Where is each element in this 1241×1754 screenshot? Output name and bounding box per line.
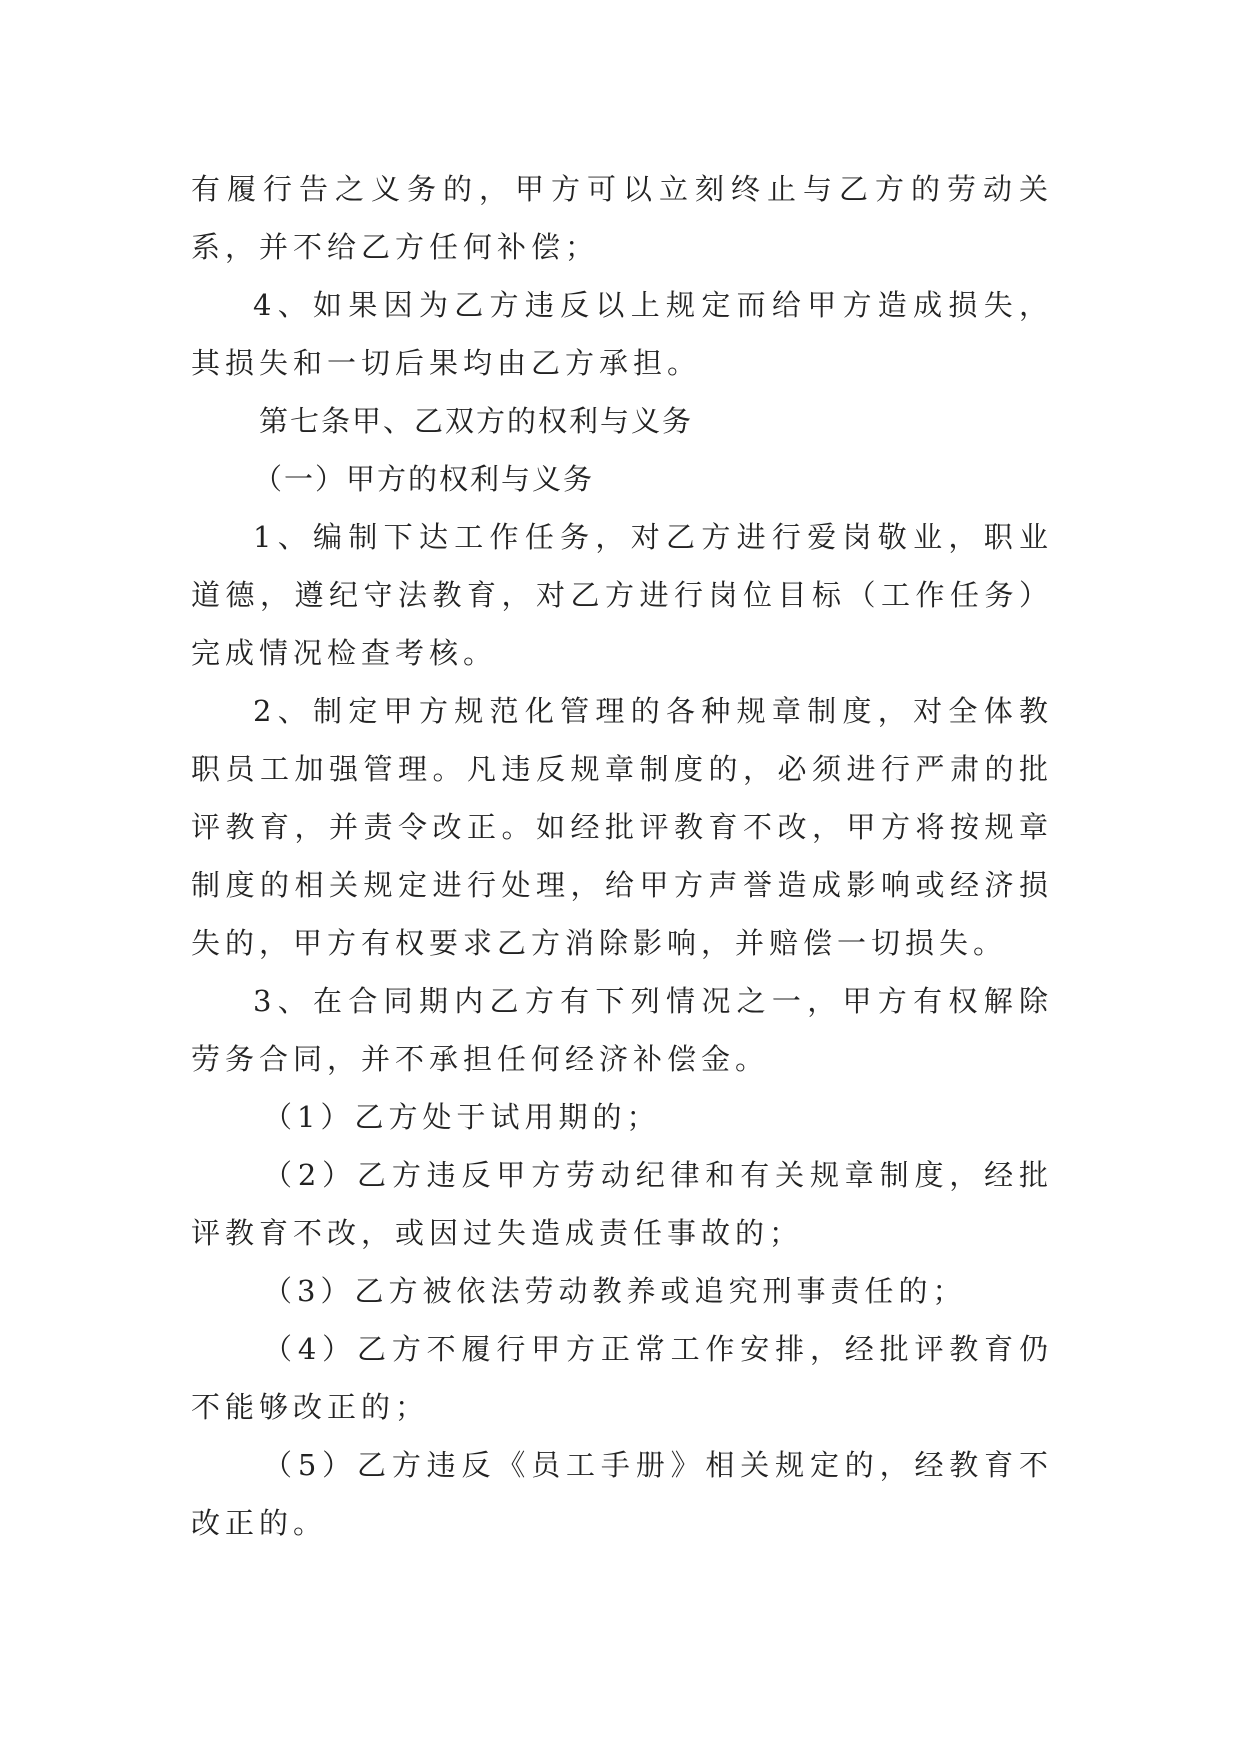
article-7-heading: 第七条甲、乙双方的权利与义务 bbox=[259, 404, 694, 438]
sub-item-4: （4）乙方不履行甲方正常工作安排，经批评教育仍不能够改正的； bbox=[191, 1332, 1053, 1424]
sub-item-2: （2）乙方违反甲方劳动纪律和有关规章制度，经批评教育不改，或因过失造成责任事故的； bbox=[191, 1158, 1053, 1250]
paragraph-clause-4: 4、如果因为乙方违反以上规定而给甲方造成损失，其损失和一切后果均由乙方承担。 bbox=[191, 288, 1053, 380]
section-1-heading: （一）甲方的权利与义务 bbox=[253, 462, 595, 496]
sub-item-1: （1）乙方处于试用期的； bbox=[263, 1100, 661, 1134]
paragraph-item-1: 1、编制下达工作任务，对乙方进行爱岗敬业，职业道德，遵纪守法教育，对乙方进行岗位目标（工作任务）完成情况检查考核。 bbox=[191, 520, 1053, 670]
document-body bbox=[191, 160, 1053, 1552]
paragraph-continuation: 有履行告之义务的，甲方可以立刻终止与乙方的劳动关系，并不给乙方任何补偿； bbox=[191, 172, 1053, 264]
sub-item-5: （5）乙方违反《员工手册》相关规定的，经教育不改正的。 bbox=[191, 1448, 1053, 1540]
sub-item-3: （3）乙方被依法劳动教养或追究刑事责任的； bbox=[263, 1274, 967, 1308]
paragraph-item-2: 2、制定甲方规范化管理的各种规章制度，对全体教职员工加强管理。凡违反规章制度的，必须进行严肃的批评教育，并责令改正。如经批评教育不改，甲方将按规章制度的相关规定进行处理，给甲方声誉造成影响或经济损失的，甲方有权要求乙方消除影响，并赔偿一切损失。 bbox=[191, 694, 1053, 960]
paragraph-item-3: 3、在合同期内乙方有下列情况之一，甲方有权解除劳务合同，并不承担任何经济补偿金。 bbox=[191, 984, 1053, 1076]
